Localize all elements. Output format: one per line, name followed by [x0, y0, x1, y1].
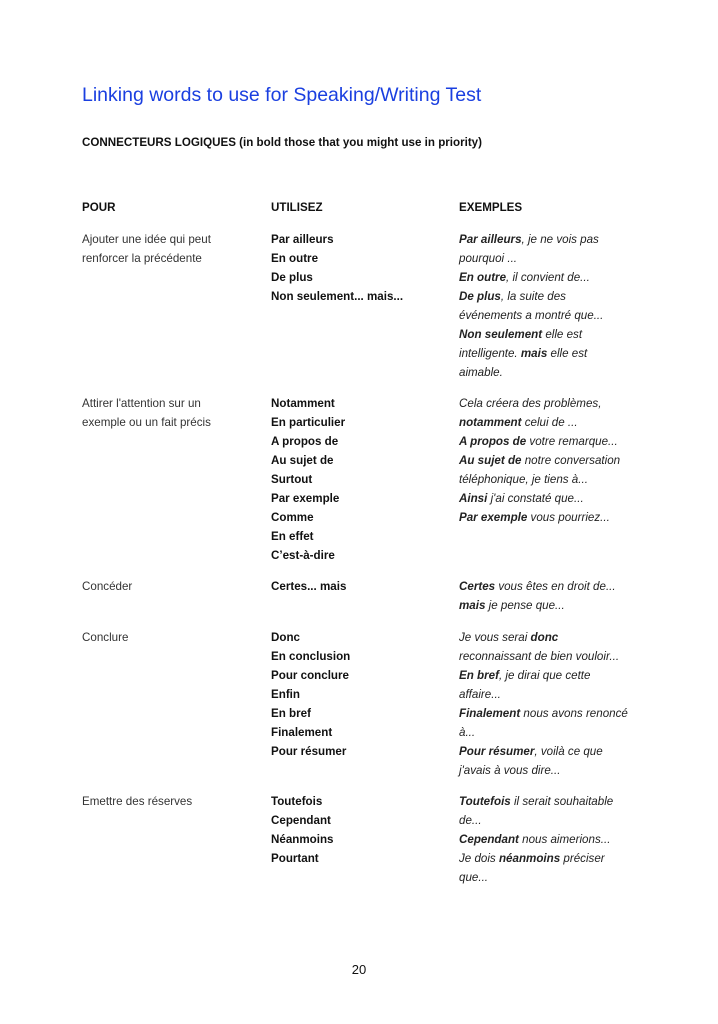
- example-line: [459, 849, 649, 868]
- row-examples: [459, 230, 649, 382]
- example-text: j'ai constaté que...: [487, 492, 584, 505]
- example-connector: Finalement: [459, 707, 521, 720]
- example-text: nous avons renoncé: [520, 707, 628, 720]
- example-connector: Pour résumer: [459, 745, 535, 758]
- connector-word: En effet: [271, 530, 314, 543]
- row-connectors: [271, 577, 446, 596]
- example-text: Je vous serai: [459, 631, 531, 644]
- example-line: [459, 792, 649, 811]
- example-text: il serait souhaitable: [510, 795, 614, 808]
- example-connector: Au sujet de: [459, 454, 522, 467]
- example-text: , la suite des: [500, 290, 566, 303]
- example-text: préciser: [560, 852, 605, 865]
- connector-word: Cependant: [271, 814, 331, 827]
- example-text: , je ne vois pas: [521, 233, 599, 246]
- example-line: [459, 628, 649, 647]
- row-purpose: [82, 628, 257, 647]
- example-line: [459, 363, 649, 382]
- purpose-line: renforcer la précédente: [82, 252, 202, 265]
- connector-word: Par ailleurs: [271, 233, 334, 246]
- connector-word: Par exemple: [271, 492, 340, 505]
- row-connectors: [271, 628, 446, 761]
- row-examples: [459, 792, 649, 887]
- example-line: [459, 647, 649, 666]
- row-connectors: [271, 230, 446, 306]
- example-line: [459, 451, 649, 470]
- connector-word: C’est-à-dire: [271, 549, 335, 562]
- row-examples: [459, 394, 649, 527]
- example-text: affaire...: [459, 688, 501, 701]
- row-examples: [459, 628, 649, 780]
- example-text: événements a montré que...: [459, 309, 604, 322]
- example-connector: donc: [530, 631, 559, 644]
- example-connector: mais: [459, 599, 486, 612]
- example-text: aimable.: [459, 366, 503, 379]
- example-line: [459, 268, 649, 287]
- purpose-line: Concéder: [82, 580, 133, 593]
- page-title: Linking words to use for Speaking/Writing Test: [82, 84, 482, 106]
- example-text: de...: [459, 814, 482, 827]
- connector-word: Pour conclure: [271, 669, 349, 682]
- example-line: [459, 868, 649, 887]
- purpose-line: exemple ou un fait précis: [82, 416, 211, 429]
- purpose-line: Attirer l'attention sur un: [82, 397, 201, 410]
- example-connector: notamment: [459, 416, 522, 429]
- example-line: [459, 577, 649, 596]
- connector-word: En particulier: [271, 416, 346, 429]
- connector-word: A propos de: [271, 435, 339, 448]
- purpose-line: Ajouter une idée qui peut: [82, 233, 211, 246]
- connector-word: Au sujet de: [271, 454, 334, 467]
- row-purpose: [82, 577, 257, 596]
- example-line: [459, 761, 649, 780]
- connector-word: Donc: [271, 631, 300, 644]
- example-line: [459, 344, 649, 363]
- example-connector: Par ailleurs: [459, 233, 522, 246]
- example-line: [459, 325, 649, 344]
- connector-word: De plus: [271, 271, 313, 284]
- example-text: votre remarque...: [526, 435, 618, 448]
- header-utilisez: UTILISEZ: [271, 201, 323, 214]
- row-purpose: [82, 394, 257, 432]
- row-connectors: [271, 792, 446, 868]
- page-number: 20: [351, 962, 367, 977]
- header-pour: POUR: [82, 201, 116, 214]
- example-connector: En bref: [459, 669, 499, 682]
- example-text: j'avais à vous dire...: [459, 764, 561, 777]
- example-line: [459, 596, 649, 615]
- example-line: [459, 287, 649, 306]
- connector-word: En outre: [271, 252, 319, 265]
- example-text: vous pourriez...: [527, 511, 610, 524]
- example-text: nous aimerions...: [518, 833, 611, 846]
- example-line: [459, 432, 649, 451]
- connector-word: Pourtant: [271, 852, 319, 865]
- purpose-line: Emettre des réserves: [82, 795, 193, 808]
- example-text: , il convient de...: [506, 271, 590, 284]
- example-connector: Certes: [459, 580, 496, 593]
- row-purpose: [82, 230, 257, 268]
- example-text: vous êtes en droit de...: [495, 580, 616, 593]
- example-text: à...: [459, 726, 476, 739]
- connector-word: Néanmoins: [271, 833, 334, 846]
- row-purpose: [82, 792, 257, 811]
- example-text: pourquoi ...: [459, 252, 518, 265]
- example-text: , voilà ce que: [534, 745, 603, 758]
- connector-word: Surtout: [271, 473, 313, 486]
- example-text: téléphonique, je tiens à...: [459, 473, 588, 486]
- connector-word: En conclusion: [271, 650, 351, 663]
- example-connector: néanmoins: [498, 852, 561, 865]
- example-line: [459, 811, 649, 830]
- connector-word: Finalement: [271, 726, 333, 739]
- example-text: reconnaissant de bien vouloir...: [459, 650, 620, 663]
- example-line: [459, 413, 649, 432]
- example-connector: Par exemple: [459, 511, 528, 524]
- example-line: [459, 723, 649, 742]
- example-line: [459, 394, 649, 413]
- example-text: intelligente.: [459, 347, 521, 360]
- example-connector: En outre: [459, 271, 507, 284]
- connector-word: Toutefois: [271, 795, 323, 808]
- subtitle: CONNECTEURS LOGIQUES (in bold those that you might use in priority): [82, 136, 482, 149]
- header-exemples: EXEMPLES: [459, 201, 523, 214]
- connector-word: Pour résumer: [271, 745, 347, 758]
- example-line: [459, 470, 649, 489]
- example-line: [459, 489, 649, 508]
- example-line: [459, 249, 649, 268]
- connector-word: Notamment: [271, 397, 335, 410]
- row-connectors: [271, 394, 446, 565]
- example-text: elle est: [542, 328, 583, 341]
- example-connector: Cependant: [459, 833, 519, 846]
- example-line: [459, 704, 649, 723]
- connector-word: Comme: [271, 511, 314, 524]
- example-line: [459, 230, 649, 249]
- example-text: notre conversation: [521, 454, 621, 467]
- purpose-line: Conclure: [82, 631, 129, 644]
- connector-word: En bref: [271, 707, 311, 720]
- connector-word: Certes... mais: [271, 580, 347, 593]
- example-text: que...: [459, 871, 489, 884]
- example-text: elle est: [547, 347, 588, 360]
- example-text: celui de ...: [521, 416, 578, 429]
- example-connector: A propos de: [459, 435, 527, 448]
- example-text: Je dois: [459, 852, 499, 865]
- example-line: [459, 742, 649, 761]
- example-line: [459, 508, 649, 527]
- example-line: [459, 830, 649, 849]
- example-line: [459, 306, 649, 325]
- connector-word: Non seulement... mais...: [271, 290, 404, 303]
- example-text: Cela créera des problèmes,: [459, 397, 602, 410]
- example-connector: De plus: [459, 290, 501, 303]
- example-text: , je dirai que cette: [498, 669, 591, 682]
- example-line: [459, 685, 649, 704]
- row-examples: [459, 577, 649, 615]
- example-connector: Toutefois: [459, 795, 511, 808]
- example-line: [459, 666, 649, 685]
- example-text: je pense que...: [485, 599, 565, 612]
- example-connector: mais: [520, 347, 548, 360]
- connector-word: Enfin: [271, 688, 300, 701]
- example-connector: Ainsi: [459, 492, 488, 505]
- example-connector: Non seulement: [459, 328, 543, 341]
